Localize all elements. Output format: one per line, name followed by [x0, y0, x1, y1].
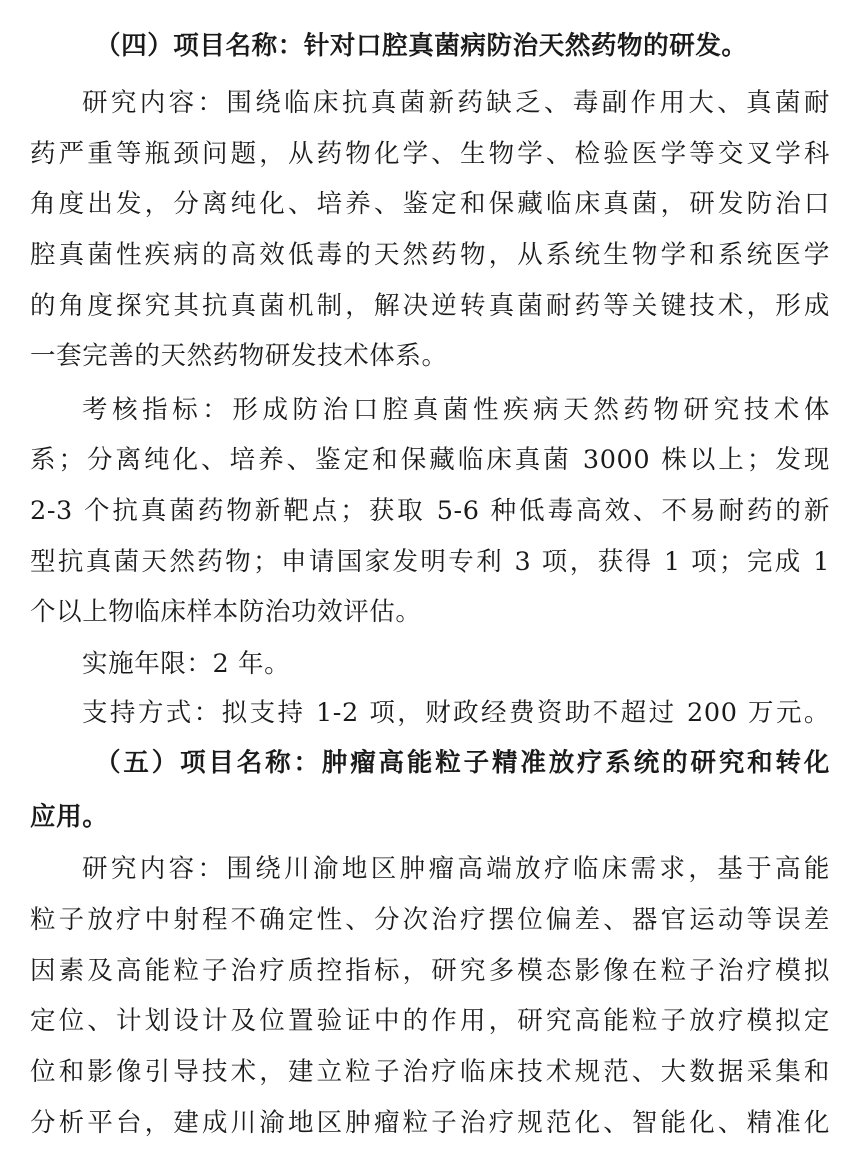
- section-5-heading: （五）项目名称：肿瘤高能粒子精准放疗系统的研究和转化: [95, 748, 830, 778]
- section-4-assessment-line: 个以上物临床样本防治功效评估。: [30, 597, 422, 627]
- section-5-research-line: 定位、计划设计及位置验证中的作用，研究高能粒子放疗模拟定: [30, 1006, 830, 1036]
- section-4-duration: [82, 647, 830, 681]
- section-4-support: [82, 696, 830, 730]
- section-5-research-line: 位和影像引导技术，建立粒子治疗临床技术规范、大数据采集和: [30, 1057, 830, 1087]
- section-4-research-line: 的角度探究其抗真菌机制，解决逆转真菌耐药等关键技术，形成: [30, 291, 830, 321]
- section-4-research-label: 研究内容：: [82, 88, 227, 118]
- section-4-research-line: 腔真菌性疾病的高效低毒的天然药物，从系统生物学和系统医学: [30, 240, 830, 270]
- section-5-research-label: 研究内容：: [82, 854, 227, 884]
- section-4-heading: [95, 29, 830, 63]
- section-4-assessment-line: [82, 393, 830, 427]
- section-4-support-label: 支持方式：: [82, 698, 222, 728]
- section-4-duration-value: 2 年。: [212, 649, 291, 679]
- section-4-assessment-text: 形成防治口腔真菌性疾病天然药物研究技术体: [232, 395, 830, 425]
- section-4-assessment-line: 型抗真菌天然药物；申请国家发明专利 3 项，获得 1 项；完成 1: [30, 547, 830, 577]
- section-4-research-line: 药严重等瓶颈问题，从药物化学、生物学、检验医学等交叉学科: [30, 139, 830, 169]
- section-4-heading-prefix: （四）项目名称：: [95, 31, 304, 61]
- section-4-research-line: 一套完善的天然药物研发技术体系。: [30, 341, 448, 371]
- section-5-research-line: 分析平台，建成川渝地区肿瘤粒子治疗规范化、智能化、精准化: [30, 1108, 830, 1138]
- section-5-research-line: 因素及高能粒子治疗质控指标，研究多模态影像在粒子治疗模拟: [30, 956, 830, 986]
- section-4-research-line: [82, 86, 830, 120]
- section-4-assessment-line: 系；分离纯化、培养、鉴定和保藏临床真菌 3000 株以上；发现: [30, 445, 830, 475]
- section-4-assessment-label: 考核指标：: [82, 395, 233, 425]
- section-5-heading-continued: 应用。: [30, 802, 109, 832]
- section-5-research-text: 围绕川渝地区肿瘤高端放疗临床需求，基于高能: [226, 854, 830, 884]
- section-4-research-line: 角度出发，分离纯化、培养、鉴定和保藏临床真菌，研发防治口: [30, 189, 830, 219]
- section-5-research-line: 粒子放疗中射程不确定性、分次治疗摆位偏差、器官运动等误差: [30, 905, 830, 935]
- section-4-heading-title: 针对口腔真菌病防治天然药物的研发。: [303, 31, 748, 61]
- section-4-support-value: 拟支持 1-2 项，财政经费资助不超过 200 万元。: [221, 698, 830, 728]
- section-4-research-text: 围绕临床抗真菌新药缺乏、毒副作用大、真菌耐: [226, 88, 830, 118]
- section-4-assessment-line: 2-3 个抗真菌药物新靶点；获取 5-6 种低毒高效、不易耐药的新: [30, 496, 830, 526]
- section-5-research-line: [82, 852, 830, 886]
- section-4-duration-label: 实施年限：: [82, 649, 213, 679]
